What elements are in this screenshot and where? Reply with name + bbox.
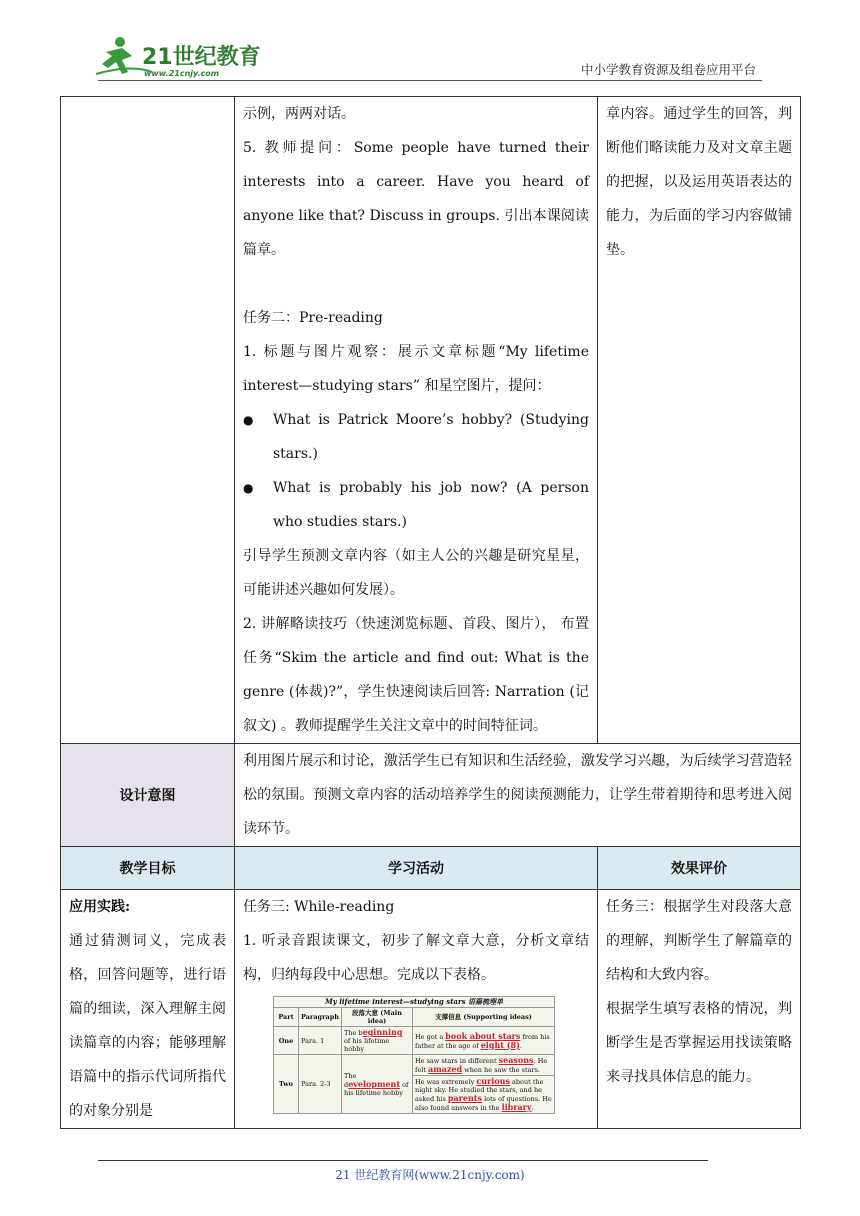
header-divider (98, 80, 762, 81)
ws-header-main: 段落大意 (Main idea) (342, 1008, 413, 1027)
ws-main-idea: The beginning of his lifetime hobby (342, 1027, 413, 1055)
activity-line: 5. 教师提问：Some people have turned their interests into a career. Have you heard of anyone like that? Discuss in groups. 引出本课阅读篇章。 (243, 140, 589, 258)
task-title: 任务二：Pre-reading (243, 310, 383, 326)
activity-line: 示例，两两对话。 (243, 106, 355, 122)
blank-line (243, 267, 589, 301)
goal-title: 应用实践: (69, 899, 131, 915)
worksheet-table (273, 996, 555, 1114)
list-item: ● What is probably his job now? (A person who studies stars.) (243, 471, 589, 539)
worksheet-title: My lifetime interest—studying stars 语篇梳理单 (274, 997, 555, 1008)
ws-header-para: Paragraph (299, 1008, 342, 1027)
activity-line: 1. 标题与图片观察：展示文章标题“My lifetime interest—studying stars” 和星空图片，提问： (243, 344, 589, 394)
header-evaluation: 效果评价 (598, 847, 801, 890)
worksheet-image (243, 992, 589, 1122)
page-header (0, 0, 860, 90)
goal-text: 通过猜测词义，完成表格，回答问题等，进行语篇的细读，深入理解主阅读篇章的内容；能够理解语篇中的指示代词所指代的对象分别是 (69, 933, 226, 1119)
goal-cell-empty (61, 97, 235, 744)
evaluation-cell (598, 97, 801, 744)
header-goal: 教学目标 (61, 847, 235, 890)
design-text-cell (235, 744, 801, 847)
bullet-icon: ● (243, 413, 254, 427)
task-title: 任务三: While-reading (243, 899, 395, 915)
ws-para: Para. 2-3 (299, 1055, 342, 1114)
table-header-row (61, 847, 801, 890)
activity-cell (235, 97, 598, 744)
footer-divider (98, 1160, 708, 1161)
ws-part: One (274, 1027, 299, 1055)
table-row (61, 890, 801, 1129)
evaluation-cell (598, 890, 801, 1129)
bullet-icon: ● (243, 481, 254, 495)
ws-support: He was extremely curious about the night sky. He studied the stars, and he asked his parents lots of questions. He also found answers in the library. (413, 1076, 555, 1114)
design-label: 设计意图 (61, 744, 235, 847)
lesson-table (60, 96, 801, 1129)
activity-line: 2. 讲解略读技巧（快速浏览标题、首段、图片）， 布置任务“Skim the article and find out: What is the genre (体裁)?”，学生快速阅读后回答: Narration (记叙文) 。教师提醒学生关注文章中的时间特征词。 (243, 616, 589, 734)
ws-part: Two (274, 1055, 299, 1114)
activity-line: 1. 听录音跟读课文，初步了解文章大意，分析文章结构，归纳每段中心思想。完成以下表格。 (243, 933, 589, 983)
ws-header-part: Part (274, 1008, 299, 1027)
ws-header-support: 支撑信息 (Supporting ideas) (413, 1008, 555, 1027)
activity-line: 引导学生预测文章内容（如主人公的兴趣是研究星星，可能讲述兴趣如何发展）。 (243, 548, 589, 598)
ws-para: Para. 1 (299, 1027, 342, 1055)
goal-cell (61, 890, 235, 1129)
logo (92, 34, 272, 80)
footer-link[interactable]: 21 世纪教育网(www.21cnjy.com) (335, 1168, 525, 1182)
evaluation-text: 任务三：根据学生对段落大意的理解，判断学生了解篇章的结构和大致内容。 (606, 899, 792, 983)
design-text: 利用图片展示和讨论，激活学生已有知识和生活经验，激发学习兴趣，为后续学习营造轻松的氛围。预测文章内容的活动培养学生的阅读预测能力，让学生带着期待和思考进入阅读环节。 (243, 753, 792, 837)
table-row (61, 97, 801, 744)
ws-support: He got a book about stars from his father at the age of eight (8). (413, 1027, 555, 1055)
table-row (61, 744, 801, 847)
logo-text: 21世纪教育 (142, 45, 261, 70)
header-activity: 学习活动 (235, 847, 598, 890)
evaluation-text: 根据学生填写表格的情况，判断学生是否掌握运用找读策略来寻找具体信息的能力。 (606, 1001, 792, 1085)
evaluation-text: 章内容。通过学生的回答，判断他们略读能力及对文章主题的把握，以及运用英语表达的能力，为后面的学习内容做铺垫。 (606, 106, 792, 258)
list-item: ● What is Patrick Moore’s hobby? (Studying stars.) (243, 403, 589, 471)
logo-url: www.21cnjy.com (144, 69, 220, 78)
runner-logo-icon (92, 34, 272, 80)
platform-name: 中小学教育资源及组卷应用平台 (580, 62, 756, 77)
ws-support: He saw stars in different seasons. He felt amazed when he saw the stars. (413, 1055, 555, 1076)
ws-main-idea: The development of his lifetime hobby (342, 1055, 413, 1114)
activity-cell (235, 890, 598, 1129)
